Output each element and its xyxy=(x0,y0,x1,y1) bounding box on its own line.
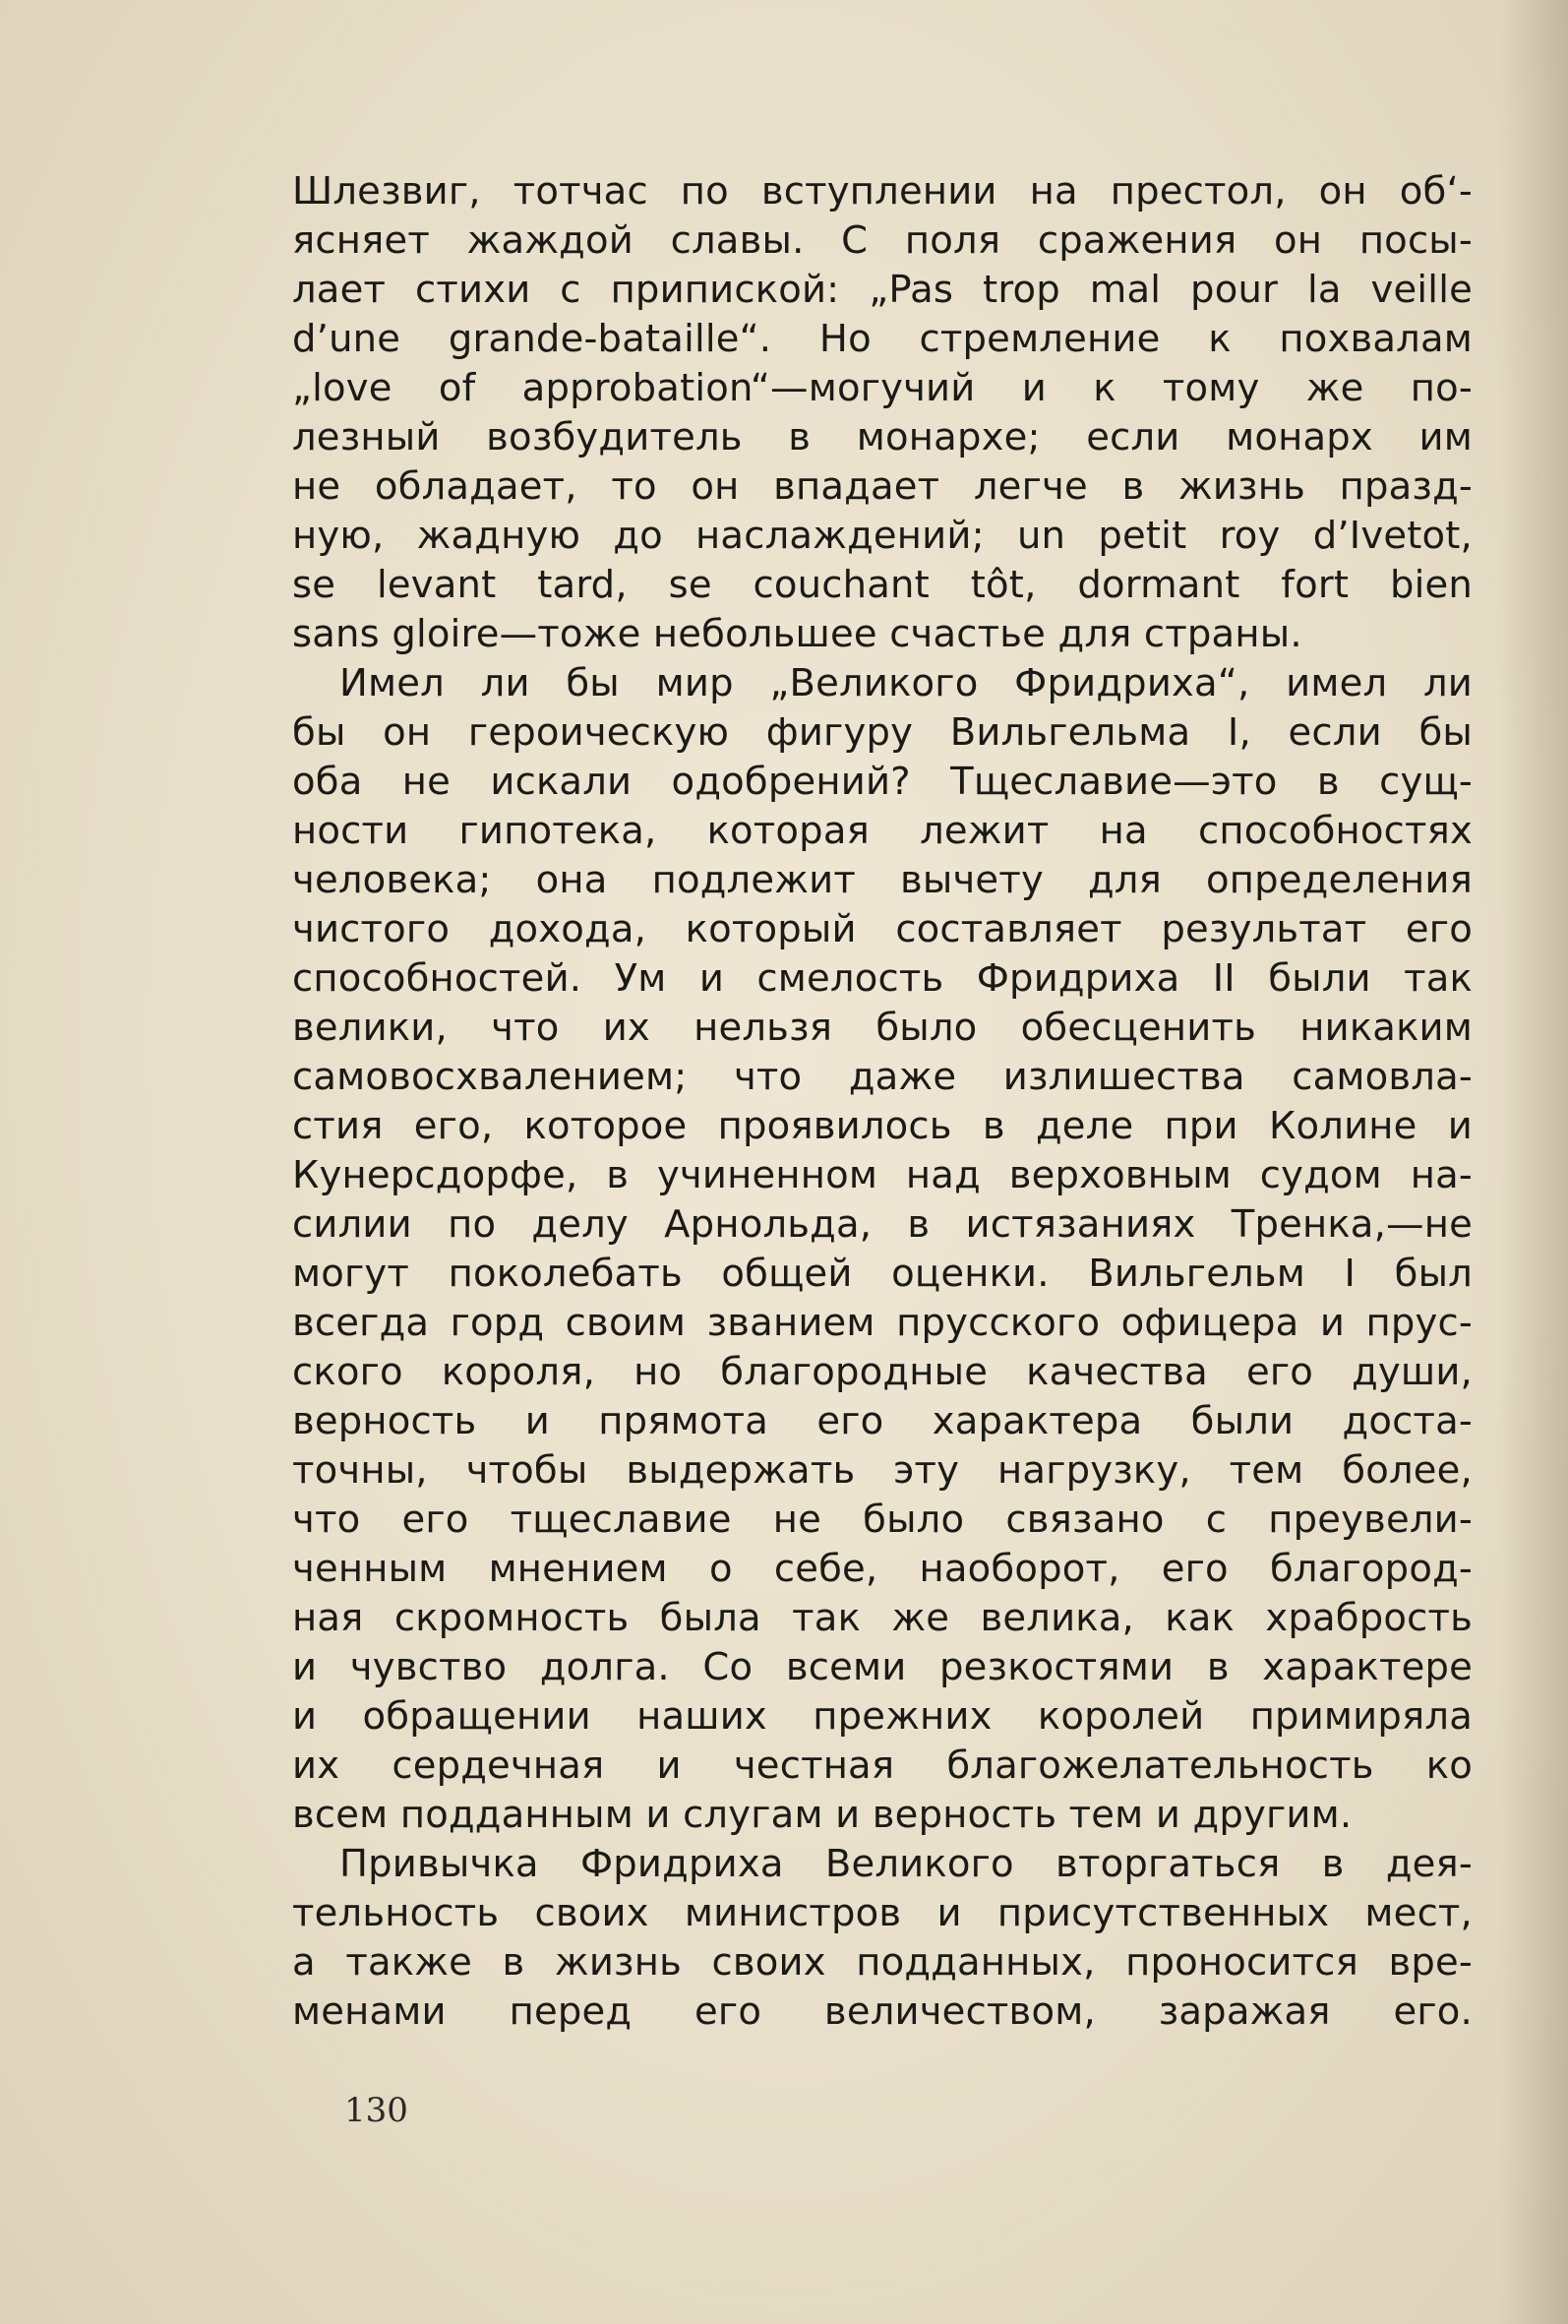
text-line: Кунерсдорфе, в учиненном над верховным судом на- xyxy=(292,1153,1473,1197)
text-line: не обладает, то он впадает легче в жизнь празд- xyxy=(292,464,1473,509)
text-line: а также в жизнь своих подданных, проносится вре- xyxy=(292,1940,1473,1985)
text-line: оба не искали одобрений? Тщеславие—это в сущ- xyxy=(292,760,1473,804)
text-line: лает стихи с припиской: „Pas trop mal pour la veille xyxy=(292,268,1473,312)
text-line: чистого дохода, который составляет результат его xyxy=(292,907,1473,951)
text-line: d’une grande-bataille“. Но стремление к похвалам xyxy=(292,317,1473,361)
text-line: что его тщеславие не было связано с преувели- xyxy=(292,1498,1473,1542)
text-line: человека; она подлежит вычету для определения xyxy=(292,858,1473,902)
text-line: лезный возбудитель в монархе; если монарх им xyxy=(292,415,1473,459)
text-line: могут поколебать общей оценки. Вильгельм I был xyxy=(292,1252,1473,1296)
text-line: ченным мнением о себе, наоборот, его благород- xyxy=(292,1547,1473,1591)
text-line: стия его, которое проявилось в деле при Колине и xyxy=(292,1104,1473,1148)
text-line: sans gloire—тоже небольшее счастье для страны. xyxy=(292,612,1302,656)
page-number: 130 xyxy=(344,2091,408,2130)
text-line: и обращении наших прежних королей примиряла xyxy=(292,1694,1473,1739)
text-line: и чувство долга. Со всеми резкостями в характере xyxy=(292,1645,1473,1689)
text-line: бы он героическую фигуру Вильгельма I, если бы xyxy=(292,710,1473,755)
text-line: всегда горд своим званием прусского офицера и прус- xyxy=(292,1301,1473,1345)
text-line: ную, жадную до наслаждений; un petit roy d’Ivetot, xyxy=(292,514,1473,558)
text-line: ясняет жаждой славы. С поля сражения он посы- xyxy=(292,218,1473,263)
text-line: ности гипотека, которая лежит на способностях xyxy=(292,809,1473,853)
text-line: Шлезвиг, тотчас по вступлении на престол, он об‘- xyxy=(292,169,1473,214)
text-line: se levant tard, se couchant tôt, dormant fort bien xyxy=(292,563,1473,607)
text-line: ского короля, но благородные качества его души, xyxy=(292,1350,1473,1394)
page-edge-shadow xyxy=(1499,0,1568,2324)
text-line: их сердечная и честная благожелательность ко xyxy=(292,1743,1473,1788)
text-line: ная скромность была так же велика, как храбрость xyxy=(292,1596,1473,1640)
body-text xyxy=(292,167,1473,2037)
text-line: велики, что их нельзя было обесценить никаким xyxy=(292,1006,1473,1050)
text-line: силии по делу Арнольда, в истязаниях Тренка,—не xyxy=(292,1202,1473,1247)
text-line: „love of approbation“—могучий и к тому же по- xyxy=(292,366,1473,410)
text-line: всем подданным и слугам и верность тем и другим. xyxy=(292,1793,1353,1837)
text-line: менами перед его величеством, заражая его. xyxy=(292,1989,1473,2034)
paragraph-first-line: Имел ли бы мир „Великого Фридриха“, имел ли xyxy=(339,661,1473,705)
text-line: верность и прямота его характера были доста- xyxy=(292,1399,1473,1443)
text-line: самовосхвалением; что даже излишества самовла- xyxy=(292,1055,1473,1099)
text-line: способностей. Ум и смелость Фридриха II были так xyxy=(292,956,1473,1001)
text-line: тельность своих министров и присутственных мест, xyxy=(292,1891,1473,1935)
text-line: точны, чтобы выдержать эту нагрузку, тем более, xyxy=(292,1448,1473,1493)
paragraph-first-line: Привычка Фридриха Великого вторгаться в дея- xyxy=(339,1842,1473,1886)
